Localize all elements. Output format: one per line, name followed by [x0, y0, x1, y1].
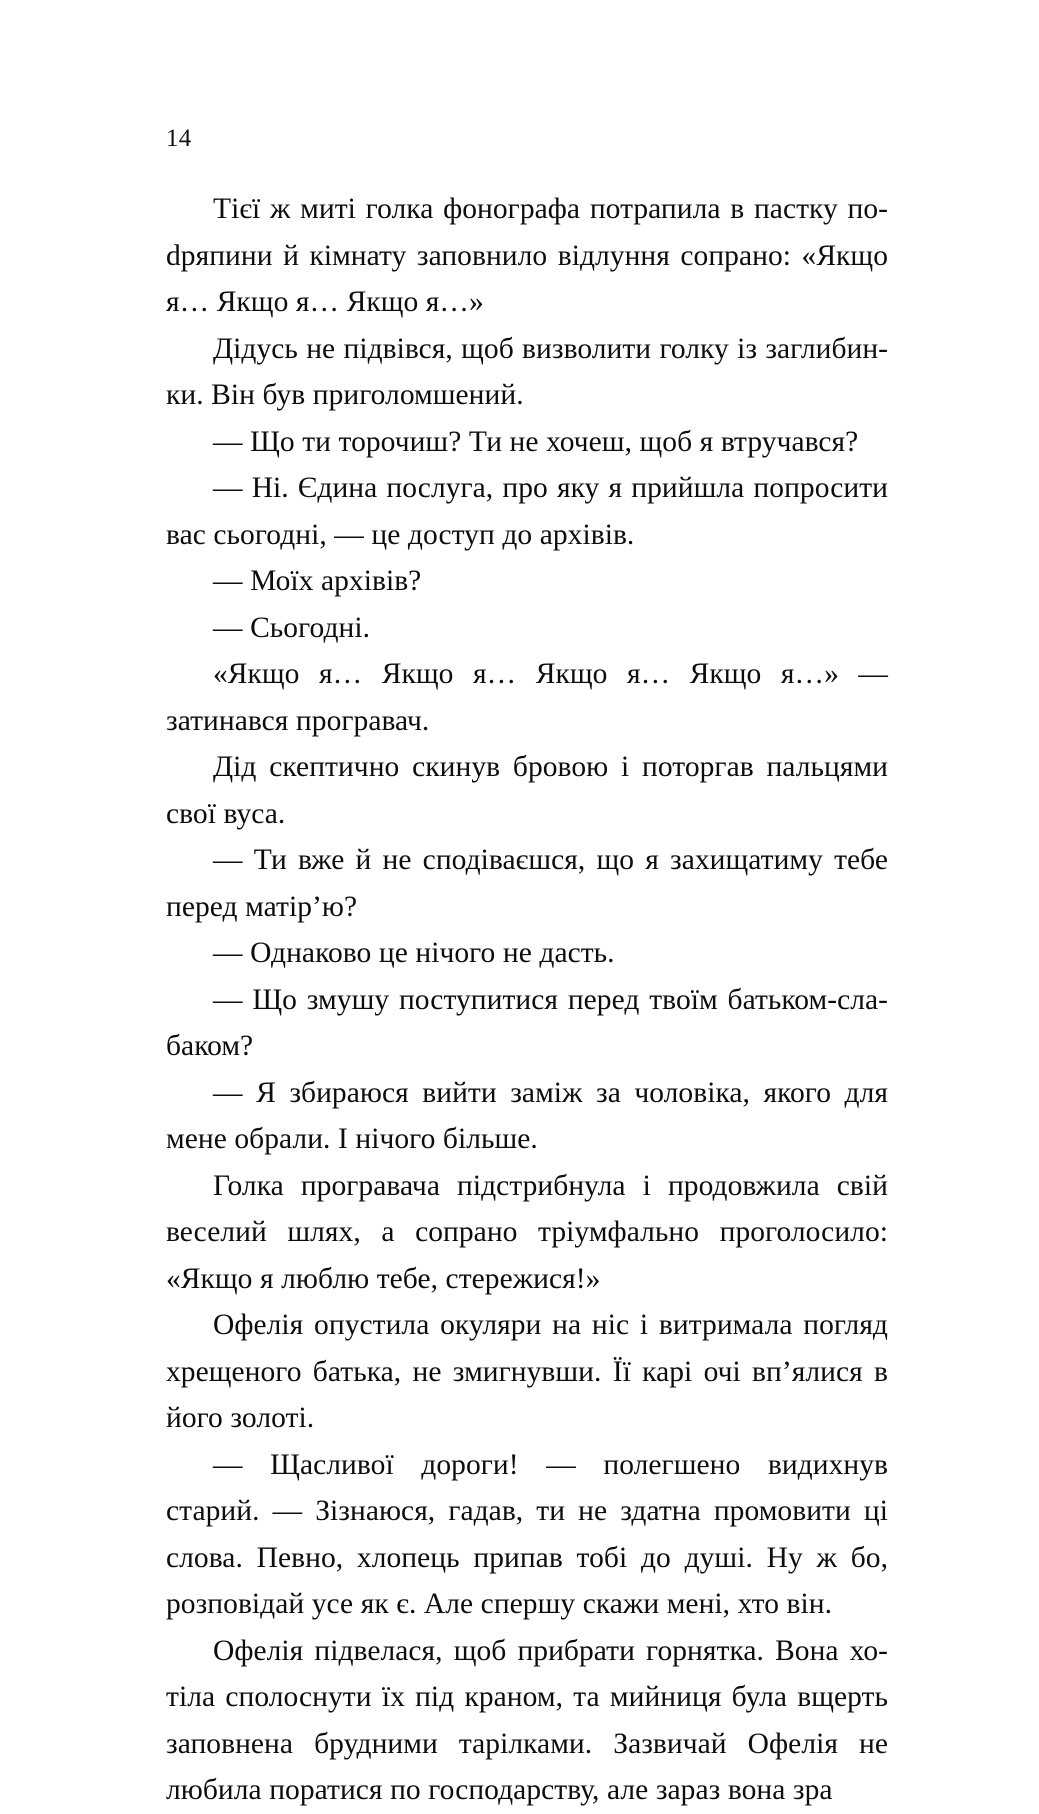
- paragraph: Голка програвача підстрибнула і продовжила свій веселий шлях, а сопрано тріумфально проголосило: «Якщо я люблю тебе, стережися!»: [166, 1169, 888, 1295]
- paragraph: — Я збираюся вийти заміж за чоловіка, якого для мене обрали. І нічого більше.: [166, 1076, 888, 1155]
- paragraph: Дідусь не підвівся, щоб визволити голку із заглибинки. Він був приголомшений.: [166, 332, 888, 411]
- page-number: 14: [166, 125, 192, 152]
- paragraph: — Ні. Єдина послуга, про яку я прийшла попросити вас сьогодні, — це доступ до архівів.: [166, 472, 888, 551]
- paragraph: «Якщо я… Якщо я… Якщо я… Якщо я…» — затинався програвач.: [166, 658, 888, 737]
- paragraph: Тієї ж миті голка фонографа потрапила в пастку поdряпини й кімнату заповнило відлуння сопрано: «Якщо я… Якщо я… Якщо я…»: [166, 193, 888, 318]
- paragraph: — Моїх архівів?: [213, 565, 422, 597]
- body-text-column: [166, 186, 888, 1814]
- paragraph: Офелія опустила окуляри на ніс і витримала погляд хрещеного батька, не змигнувши. Її карі очі вп’ялися в його золоті.: [166, 1309, 888, 1434]
- paragraph: — Щасливої дороги! — полегшено видихнув старий. — Зізнаюся, гадав, ти не здатна промовити ці слова. Певно, хлопець припав тобі до душі. Ну ж бо, розповідай усе як є. Але спершу скажи мені, хто він.: [166, 1448, 888, 1620]
- paragraph: — Що змушу поступитися перед твоїм батьком-слабаком?: [166, 983, 888, 1062]
- paragraph: Дід скептично скинув бровою і поторгав пальцями свої вуса.: [166, 751, 888, 830]
- paragraph: — Сьогодні.: [213, 611, 371, 644]
- paragraph: — Ти вже й не сподіваєшся, що я захищатиму тебе перед матір’ю?: [166, 844, 888, 923]
- paragraph: — Однаково це нічого не дасть.: [213, 937, 615, 969]
- paragraph: — Що ти торочиш? Ти не хочеш, щоб я втручався?: [213, 425, 859, 458]
- paragraph: Офелія підвелася, щоб прибрати горнятка. Вона хотіла сполоснути їх під краном, та мийниця була вщерть заповнена брудними тарілками. Зазвичай Офелія не любила поратися по господарству, але зараз вона зра: [166, 1634, 888, 1806]
